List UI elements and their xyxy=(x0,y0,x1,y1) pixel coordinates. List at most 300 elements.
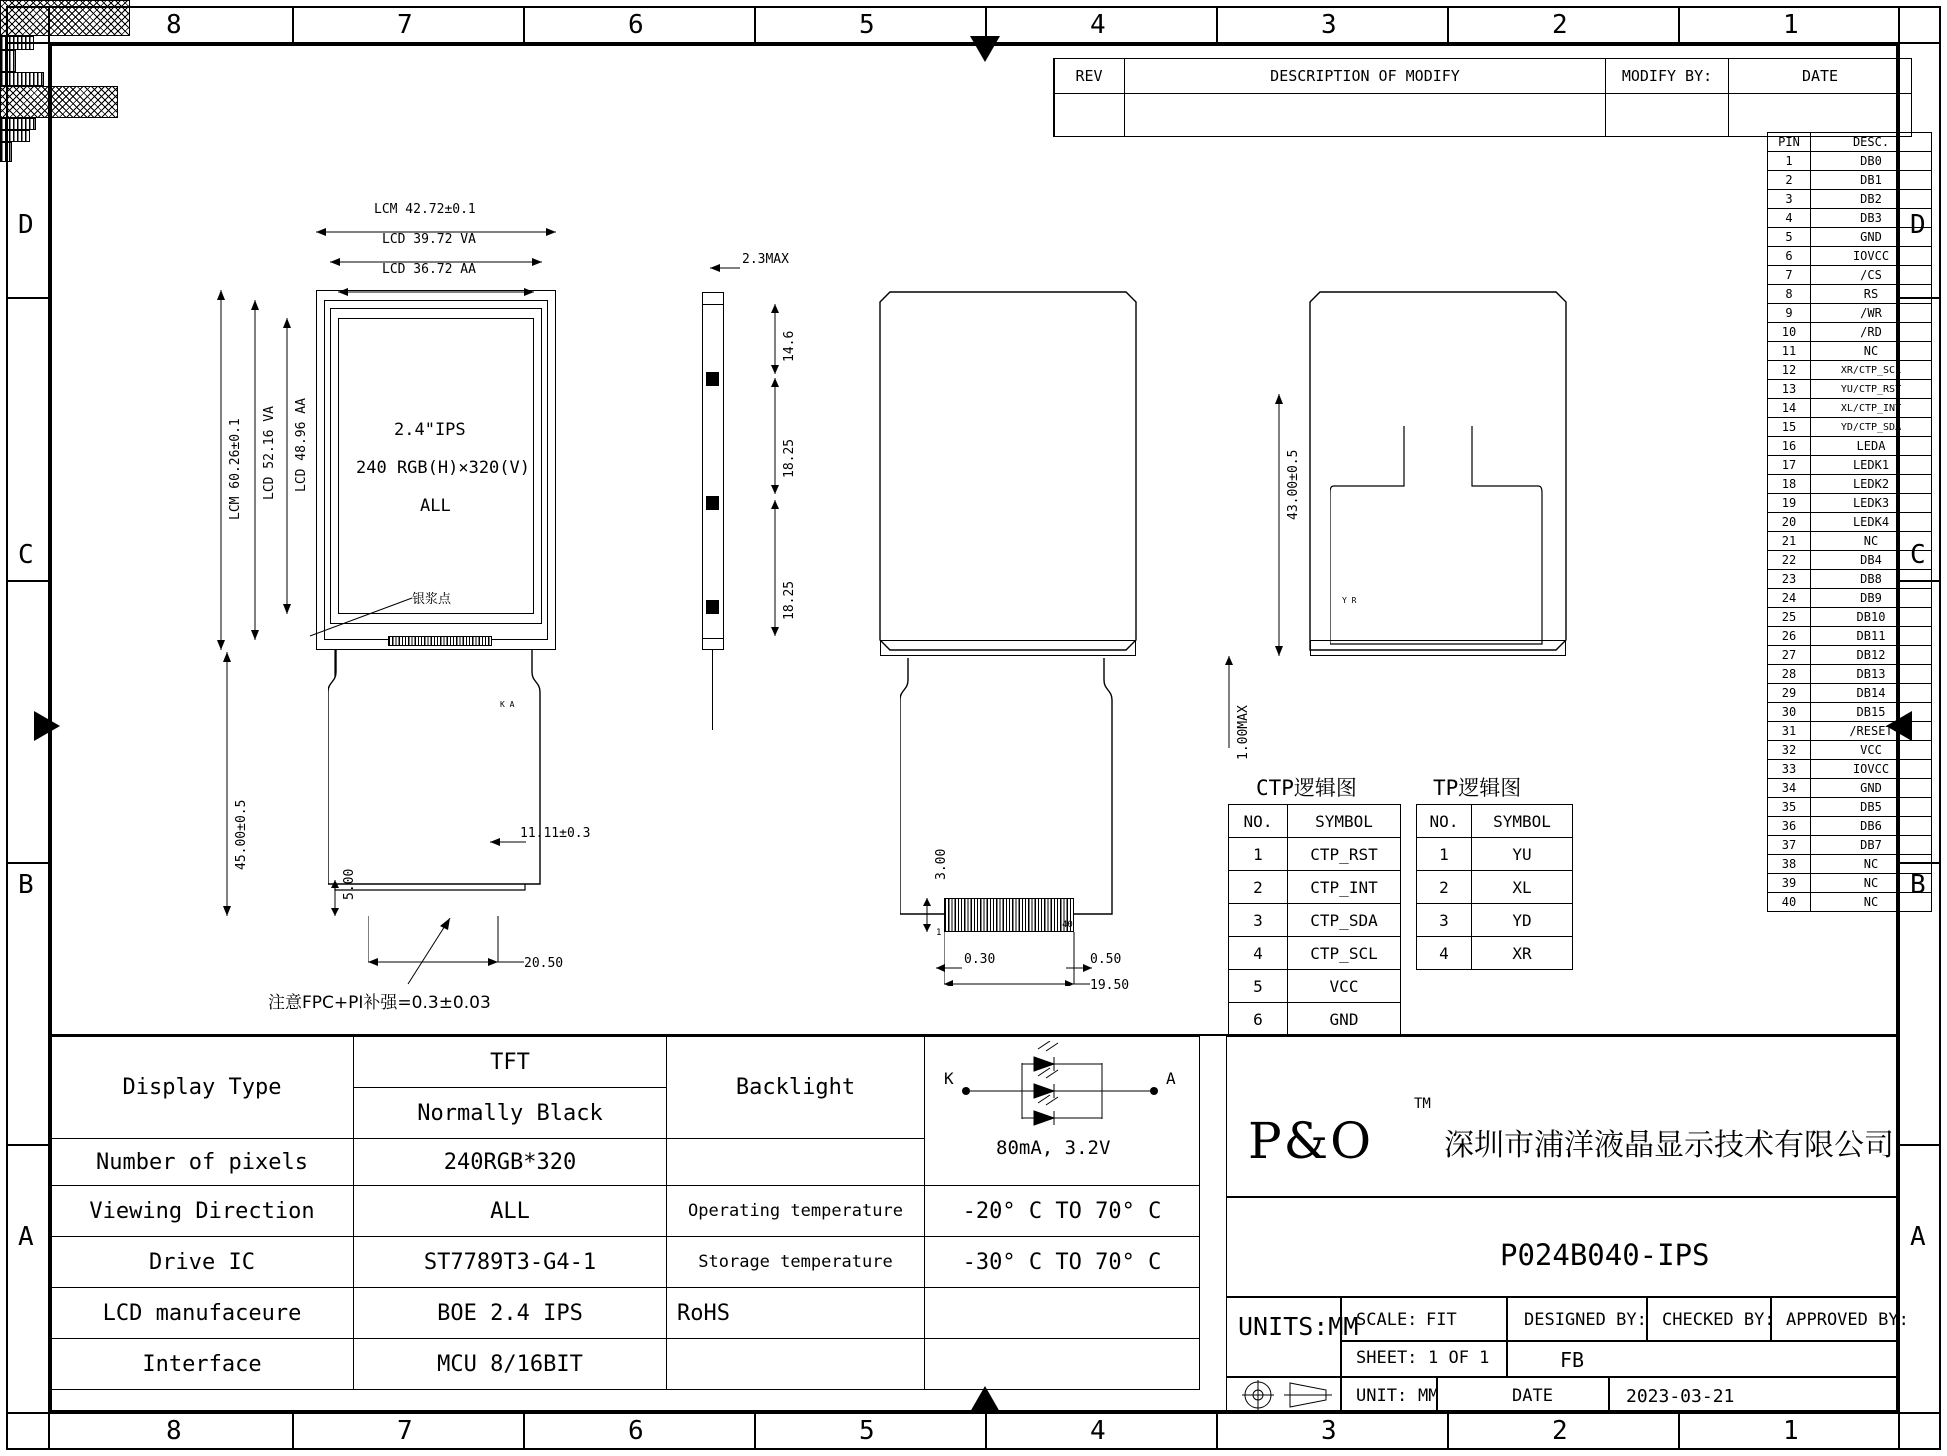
title-block-hline-1 xyxy=(1340,1340,1898,1342)
backlight-spec: 80mA, 3.2V xyxy=(996,1137,1111,1159)
spec-label-rohs: RoHS xyxy=(667,1288,925,1339)
zone-tick xyxy=(1900,1144,1940,1146)
ctp-row xyxy=(1229,871,1401,904)
spec-value-st-temp: -30° C TO 70° C xyxy=(925,1237,1200,1288)
pin-number: 1 xyxy=(1768,152,1811,171)
tp-symbol: YD xyxy=(1472,904,1573,937)
pin-number: 6 xyxy=(1768,247,1811,266)
zone-tick xyxy=(6,580,48,582)
dim-side-c: 18.25 xyxy=(782,580,797,620)
ctp-header-symbol: SYMBOL xyxy=(1288,805,1401,838)
pin-number: 37 xyxy=(1768,836,1811,855)
pin-table-row xyxy=(1768,190,1932,209)
side-view-outline xyxy=(702,292,724,650)
revision-header-modifyby: MODIFY BY: xyxy=(1606,59,1729,94)
zone-right-B: B xyxy=(1910,870,1926,900)
zone-top-8: 8 xyxy=(166,10,182,40)
pin-table-row xyxy=(1768,665,1932,684)
pin-table-row xyxy=(1768,266,1932,285)
tp-header-row xyxy=(1417,805,1573,838)
title-block-hline-2 xyxy=(1340,1376,1898,1378)
revision-header-rev: REV xyxy=(1054,59,1125,94)
zone-bottom-1: 1 xyxy=(1783,1416,1799,1446)
pin-number: 30 xyxy=(1768,703,1811,722)
pin-table-row xyxy=(1768,475,1932,494)
front-view-label-size: 2.4"IPS xyxy=(394,420,466,440)
revision-header-date: DATE xyxy=(1729,59,1912,94)
ctp-no: 2 xyxy=(1229,871,1288,904)
pin-table-row xyxy=(1768,513,1932,532)
designed-by-label: DESIGNED BY: xyxy=(1524,1310,1647,1330)
dim-lcd-aa-width-line xyxy=(338,282,534,301)
pin-table-row xyxy=(1768,646,1932,665)
pin-desc: DB13 xyxy=(1811,665,1932,684)
backlight-a-label: A xyxy=(1166,1069,1176,1088)
unit-label: UNIT: xyxy=(1356,1386,1408,1406)
pin-table-row xyxy=(1768,361,1932,380)
center-arrow-bottom xyxy=(965,1386,1005,1420)
side-view-divider-2 xyxy=(702,638,724,639)
ctp-symbol: GND xyxy=(1288,1003,1401,1036)
pin-table-row xyxy=(1768,456,1932,475)
pin-number: 27 xyxy=(1768,646,1811,665)
ctp-table-title: CTP逻辑图 xyxy=(1256,776,1357,800)
zone-bottom-2: 2 xyxy=(1552,1416,1568,1446)
dim-side-b-line xyxy=(770,378,780,498)
pin-number: 5 xyxy=(1768,228,1811,247)
pin-desc: XR/CTP_SCL xyxy=(1811,361,1932,380)
pin-table-row xyxy=(1768,741,1932,760)
dim-lcm-width: LCM 42.72±0.1 xyxy=(374,202,476,217)
pin-number: 40 xyxy=(1768,893,1811,912)
pin-number: 4 xyxy=(1768,209,1811,228)
revision-left-edge xyxy=(1053,58,1055,136)
back-view-pin-last: 40 xyxy=(1062,920,1073,930)
pin-number: 23 xyxy=(1768,570,1811,589)
pin-table-row xyxy=(1768,323,1932,342)
revision-cell-rev xyxy=(1054,94,1125,137)
zone-top-2: 2 xyxy=(1552,10,1568,40)
units-label: UNITS:MM xyxy=(1238,1312,1359,1341)
pin-table-row xyxy=(1768,171,1932,190)
tp-no: 4 xyxy=(1417,937,1472,970)
pin-desc: NC xyxy=(1811,874,1932,893)
dim-fpc-offset-line xyxy=(490,832,530,851)
pin-desc: VCC xyxy=(1811,741,1932,760)
dim-back-tail-line xyxy=(922,898,932,938)
revision-header-row xyxy=(1054,59,1912,94)
dim-fpc-offset: 11.11±0.3 xyxy=(520,826,591,841)
pin-number: 28 xyxy=(1768,665,1811,684)
border-outer-top xyxy=(6,6,1941,8)
zone-tick xyxy=(1678,6,1680,42)
spec-label-pixels: Number of pixels xyxy=(51,1139,354,1186)
tp-header-no: NO. xyxy=(1417,805,1472,838)
pin-number: 34 xyxy=(1768,779,1811,798)
spec-label-st-temp: Storage temperature xyxy=(667,1237,925,1288)
side-view-fpc-tail xyxy=(712,650,713,730)
tp-header-symbol: SYMBOL xyxy=(1472,805,1573,838)
pin-number: 26 xyxy=(1768,627,1811,646)
tp-row xyxy=(1417,904,1573,937)
pin-table-row xyxy=(1768,304,1932,323)
front-view-note: 注意FPC+PI补强=0.3±0.03 xyxy=(268,993,491,1013)
spec-blank-1 xyxy=(667,1339,925,1390)
pin-table-row xyxy=(1768,589,1932,608)
zone-top-5: 5 xyxy=(859,10,875,40)
side-view-notch-3 xyxy=(706,600,719,614)
tp-table-title: TP逻辑图 xyxy=(1433,776,1522,800)
pin-table-row xyxy=(1768,608,1932,627)
zone-left-A: A xyxy=(18,1222,34,1252)
designer-name: FB xyxy=(1560,1348,1585,1372)
pin-table-row xyxy=(1768,893,1932,912)
dim-side-c-line xyxy=(770,500,780,640)
zone-bottom-5: 5 xyxy=(859,1416,875,1446)
revision-table xyxy=(1053,58,1912,137)
zone-left-B: B xyxy=(18,870,34,900)
ctp-symbol: CTP_SCL xyxy=(1288,937,1401,970)
pin-number: 20 xyxy=(1768,513,1811,532)
tp-symbol: YU xyxy=(1472,838,1573,871)
spec-backlight-circuit xyxy=(925,1037,1200,1186)
pin-table-row xyxy=(1768,399,1932,418)
zone-left-C: C xyxy=(18,540,34,570)
pin-number: 36 xyxy=(1768,817,1811,836)
pin-table-row xyxy=(1768,418,1932,437)
dim-fpc-length-line xyxy=(222,652,232,920)
pin-table-row xyxy=(1768,285,1932,304)
spec-value-manufacturer: BOE 2.4 IPS xyxy=(354,1288,667,1339)
date-value: 2023-03-21 xyxy=(1626,1386,1735,1407)
pin-table-row xyxy=(1768,760,1932,779)
pin-number: 7 xyxy=(1768,266,1811,285)
dim-fpc-tail-line xyxy=(330,880,340,920)
spec-table xyxy=(50,1036,1200,1390)
pin-desc: DB8 xyxy=(1811,570,1932,589)
scale-label: SCALE: xyxy=(1356,1310,1418,1330)
side-view-notch-2 xyxy=(706,496,719,510)
pin-table-row xyxy=(1768,703,1932,722)
pin-table-row xyxy=(1768,342,1932,361)
pin-number: 9 xyxy=(1768,304,1811,323)
zone-bottom-3: 3 xyxy=(1321,1416,1337,1446)
pin-table-row xyxy=(1768,209,1932,228)
scale-value: FIT xyxy=(1426,1310,1457,1330)
pin-desc: XL/CTP_INT xyxy=(1811,399,1932,418)
border-outer-bottom xyxy=(6,1448,1941,1450)
dim-lcd-va-height: LCD 52.16 VA xyxy=(262,406,277,500)
ctp-no: 4 xyxy=(1229,937,1288,970)
revision-cell-date xyxy=(1729,94,1912,137)
dim-fpc-width: 20.50 xyxy=(524,956,564,971)
company-name: 深圳市浦洋液晶显示技术有限公司 xyxy=(1444,1128,1894,1163)
center-arrow-left xyxy=(34,706,64,750)
ctp-no: 1 xyxy=(1229,838,1288,871)
dim-rear-thickness-line xyxy=(1224,656,1234,756)
ctp-header-no: NO. xyxy=(1229,805,1288,838)
ctp-logic-table xyxy=(1228,804,1401,1036)
zone-bottom-4: 4 xyxy=(1090,1416,1106,1446)
zone-tick xyxy=(523,1414,525,1448)
ctp-no: 5 xyxy=(1229,970,1288,1003)
spec-value-tft: TFT xyxy=(354,1037,667,1088)
back-view-fpc xyxy=(900,656,1116,926)
ctp-row xyxy=(1229,838,1401,871)
dim-lcd-aa-height-line xyxy=(282,318,292,618)
ctp-header-row xyxy=(1229,805,1401,838)
pin-desc: DB10 xyxy=(1811,608,1932,627)
front-view-note-leader xyxy=(400,918,460,996)
pin-number: 33 xyxy=(1768,760,1811,779)
pin-desc: YD/CTP_SDA xyxy=(1811,418,1932,437)
ctp-symbol: CTP_INT xyxy=(1288,871,1401,904)
pin-number: 38 xyxy=(1768,855,1811,874)
unit-value: MM xyxy=(1418,1386,1439,1406)
spec-row-viewing xyxy=(51,1186,1200,1237)
pin-desc: LEDK2 xyxy=(1811,475,1932,494)
dim-side-thickness-line xyxy=(710,258,744,277)
zone-bottom-7: 7 xyxy=(397,1416,413,1446)
pin-desc: NC xyxy=(1811,532,1932,551)
projection-symbol xyxy=(1240,1378,1336,1416)
ctp-row xyxy=(1229,904,1401,937)
pin-table-row xyxy=(1768,874,1932,893)
zone-tick xyxy=(754,6,756,42)
zone-tick xyxy=(292,1414,294,1448)
zone-bottom-8: 8 xyxy=(166,1416,182,1446)
zone-tick xyxy=(6,862,48,864)
zone-tick xyxy=(754,1414,756,1448)
zone-right-C: C xyxy=(1910,540,1926,570)
pin-table-row xyxy=(1768,855,1932,874)
pin-desc: LEDK4 xyxy=(1811,513,1932,532)
pin-table-row xyxy=(1768,570,1932,589)
dim-fpc-tail: 5.00 xyxy=(342,868,357,900)
revision-cell-modifyby xyxy=(1606,94,1729,137)
pin-desc: NC xyxy=(1811,342,1932,361)
front-view-fpc-outline xyxy=(328,648,544,896)
spec-value-pixels: 240RGB*320 xyxy=(354,1139,667,1186)
pin-table-row xyxy=(1768,684,1932,703)
pin-table-row xyxy=(1768,551,1932,570)
approved-by-label: APPROVED BY: xyxy=(1786,1310,1909,1330)
border-outer-left xyxy=(6,6,8,1450)
ctp-no: 3 xyxy=(1229,904,1288,937)
pin-desc: DB0 xyxy=(1811,152,1932,171)
spec-label-backlight: Backlight xyxy=(667,1037,925,1139)
pin-desc: DB6 xyxy=(1811,817,1932,836)
pin-number: 17 xyxy=(1768,456,1811,475)
dim-side-a-line xyxy=(770,304,780,378)
dim-back-width: 19.50 xyxy=(1090,978,1130,993)
zone-tick xyxy=(1447,6,1449,42)
pin-desc: GND xyxy=(1811,779,1932,798)
zone-left-D: D xyxy=(18,210,34,240)
pin-desc: IOVCC xyxy=(1811,760,1932,779)
pin-table-row xyxy=(1768,437,1932,456)
pin-table-row xyxy=(1768,798,1932,817)
dim-side-b: 18.25 xyxy=(782,438,797,478)
front-view-label-all: ALL xyxy=(420,496,451,516)
dim-back-pad: 0.50 xyxy=(1090,952,1122,967)
title-block-vline-7 xyxy=(1506,1340,1508,1376)
pin-number: 19 xyxy=(1768,494,1811,513)
pin-table-row xyxy=(1768,152,1932,171)
pin-number: 39 xyxy=(1768,874,1811,893)
rear-view-component-3-label: Y R xyxy=(1342,596,1357,605)
pin-desc: LEDK3 xyxy=(1811,494,1932,513)
pin-table-header-desc: DESC. xyxy=(1811,133,1932,152)
zone-tick xyxy=(1447,1414,1449,1448)
ctp-no: 6 xyxy=(1229,1003,1288,1036)
border-outer-right xyxy=(1939,6,1941,1450)
pin-desc: /RESET xyxy=(1811,722,1932,741)
pin-number: 16 xyxy=(1768,437,1811,456)
spec-label-interface: Interface xyxy=(51,1339,354,1390)
zone-top-3: 3 xyxy=(1321,10,1337,40)
dim-rear-thickness: 1.00MAX xyxy=(1236,705,1251,760)
tp-row xyxy=(1417,937,1573,970)
pin-table-row xyxy=(1768,817,1932,836)
revision-header-desc: DESCRIPTION OF MODIFY xyxy=(1125,59,1606,94)
pin-desc: DB4 xyxy=(1811,551,1932,570)
revision-row xyxy=(1054,94,1912,137)
checked-by-label: CHECKED BY: xyxy=(1662,1310,1775,1330)
dim-lcd-aa-width: LCD 36.72 AA xyxy=(382,262,476,277)
pin-desc: GND xyxy=(1811,228,1932,247)
title-block-divider-2 xyxy=(1226,1296,1898,1298)
pin-desc: /RD xyxy=(1811,323,1932,342)
zone-tick xyxy=(1678,1414,1680,1448)
pin-table-row xyxy=(1768,228,1932,247)
front-view-label-res: 240 RGB(H)×320(V) xyxy=(356,458,530,478)
center-arrow-top xyxy=(965,36,1005,70)
spec-value-viewing: ALL xyxy=(354,1186,667,1237)
zone-right-A: A xyxy=(1910,1222,1926,1252)
zone-tick xyxy=(292,6,294,42)
pin-table-row xyxy=(1768,836,1932,855)
pin-number: 11 xyxy=(1768,342,1811,361)
dim-lcd-va-width: LCD 39.72 VA xyxy=(382,232,476,247)
pin-table-row xyxy=(1768,779,1932,798)
zone-top-7: 7 xyxy=(397,10,413,40)
dim-rear-height: 43.00±0.5 xyxy=(1286,449,1301,520)
spec-value-interface: MCU 8/16BIT xyxy=(354,1339,667,1390)
spec-label-manufacturer: LCD manufaceure xyxy=(51,1288,354,1339)
dim-fpc-length: 45.00±0.5 xyxy=(234,799,249,870)
spec-blank-2 xyxy=(925,1339,1200,1390)
pin-number: 3 xyxy=(1768,190,1811,209)
spec-row-manufacturer xyxy=(51,1288,1200,1339)
tp-row xyxy=(1417,871,1573,904)
back-view-outline xyxy=(876,290,1140,656)
zone-top-4: 4 xyxy=(1090,10,1106,40)
pin-desc: IOVCC xyxy=(1811,247,1932,266)
pin-number: 22 xyxy=(1768,551,1811,570)
pin-desc: LEDK1 xyxy=(1811,456,1932,475)
pin-number: 10 xyxy=(1768,323,1811,342)
spec-label-display-type: Display Type xyxy=(51,1037,354,1139)
pin-number: 15 xyxy=(1768,418,1811,437)
tp-no: 1 xyxy=(1417,838,1472,871)
spec-label-op-temp: Operating temperature xyxy=(667,1186,925,1237)
pin-desc: NC xyxy=(1811,855,1932,874)
ctp-row xyxy=(1229,937,1401,970)
pin-desc: DB1 xyxy=(1811,171,1932,190)
pin-table-row xyxy=(1768,627,1932,646)
rear-view-backlight-outline xyxy=(1330,426,1546,656)
company-logo: P&O xyxy=(1248,1112,1374,1170)
backlight-k-label: K xyxy=(944,1069,954,1088)
dim-back-pitch: 0.30 xyxy=(964,952,996,967)
dim-rear-height-line xyxy=(1274,394,1284,660)
sheet-label: SHEET: xyxy=(1356,1348,1418,1368)
spec-row-interface xyxy=(51,1339,1200,1390)
dim-lcm-height: LCM 60.26±0.1 xyxy=(228,418,243,520)
zone-right-D: D xyxy=(1910,210,1926,240)
front-view-lcd-connector xyxy=(388,636,492,646)
pin-desc: DB12 xyxy=(1811,646,1932,665)
spec-value-driveic: ST7789T3-G4-1 xyxy=(354,1237,667,1288)
zone-top-1: 1 xyxy=(1783,10,1799,40)
pin-number: 29 xyxy=(1768,684,1811,703)
pin-number: 24 xyxy=(1768,589,1811,608)
title-block-divider-1 xyxy=(1226,1196,1898,1198)
rear-view-component-2 xyxy=(0,130,30,142)
spec-label-viewing: Viewing Direction xyxy=(51,1186,354,1237)
trademark-symbol: TM xyxy=(1414,1096,1431,1112)
pin-desc: /WR xyxy=(1811,304,1932,323)
pin-number: 31 xyxy=(1768,722,1811,741)
pin-table-row xyxy=(1768,247,1932,266)
pin-number: 12 xyxy=(1768,361,1811,380)
side-view-divider-1 xyxy=(702,304,724,305)
spec-value-rohs xyxy=(925,1288,1200,1339)
tp-symbol: XL xyxy=(1472,871,1573,904)
tp-logic-table xyxy=(1416,804,1573,970)
dim-back-width-line xyxy=(944,932,1094,990)
pin-table-row xyxy=(1768,380,1932,399)
zone-top-6: 6 xyxy=(628,10,644,40)
dim-lcd-va-height-line xyxy=(250,300,260,644)
sheet-value: 1 OF 1 xyxy=(1428,1348,1490,1368)
pin-desc: RS xyxy=(1811,285,1932,304)
front-view-silver-dot-label: 银浆点 xyxy=(412,592,452,607)
dim-lcm-height-line xyxy=(216,290,226,654)
pin-table-header-row xyxy=(1768,133,1932,152)
dim-back-tail: 3.00 xyxy=(934,848,949,880)
pin-description-table xyxy=(1767,132,1932,912)
spec-value-normally-black: Normally Black xyxy=(354,1088,667,1139)
pin-desc: NC xyxy=(1811,893,1932,912)
spec-value-op-temp: -20° C TO 70° C xyxy=(925,1186,1200,1237)
back-view-bottom-strip xyxy=(880,640,1136,656)
front-view-fpc-component-2-label: K A xyxy=(500,700,515,709)
tp-symbol: XR xyxy=(1472,937,1573,970)
pin-number: 18 xyxy=(1768,475,1811,494)
pin-table-row xyxy=(1768,532,1932,551)
pin-number: 25 xyxy=(1768,608,1811,627)
pin-desc: DB2 xyxy=(1811,190,1932,209)
pin-number: 2 xyxy=(1768,171,1811,190)
revision-block xyxy=(1053,58,1912,137)
date-label: DATE xyxy=(1512,1386,1553,1406)
front-view-fpc-component-2 xyxy=(0,50,16,72)
pin-desc: DB14 xyxy=(1811,684,1932,703)
zone-tick xyxy=(523,6,525,42)
pin-desc: DB9 xyxy=(1811,589,1932,608)
